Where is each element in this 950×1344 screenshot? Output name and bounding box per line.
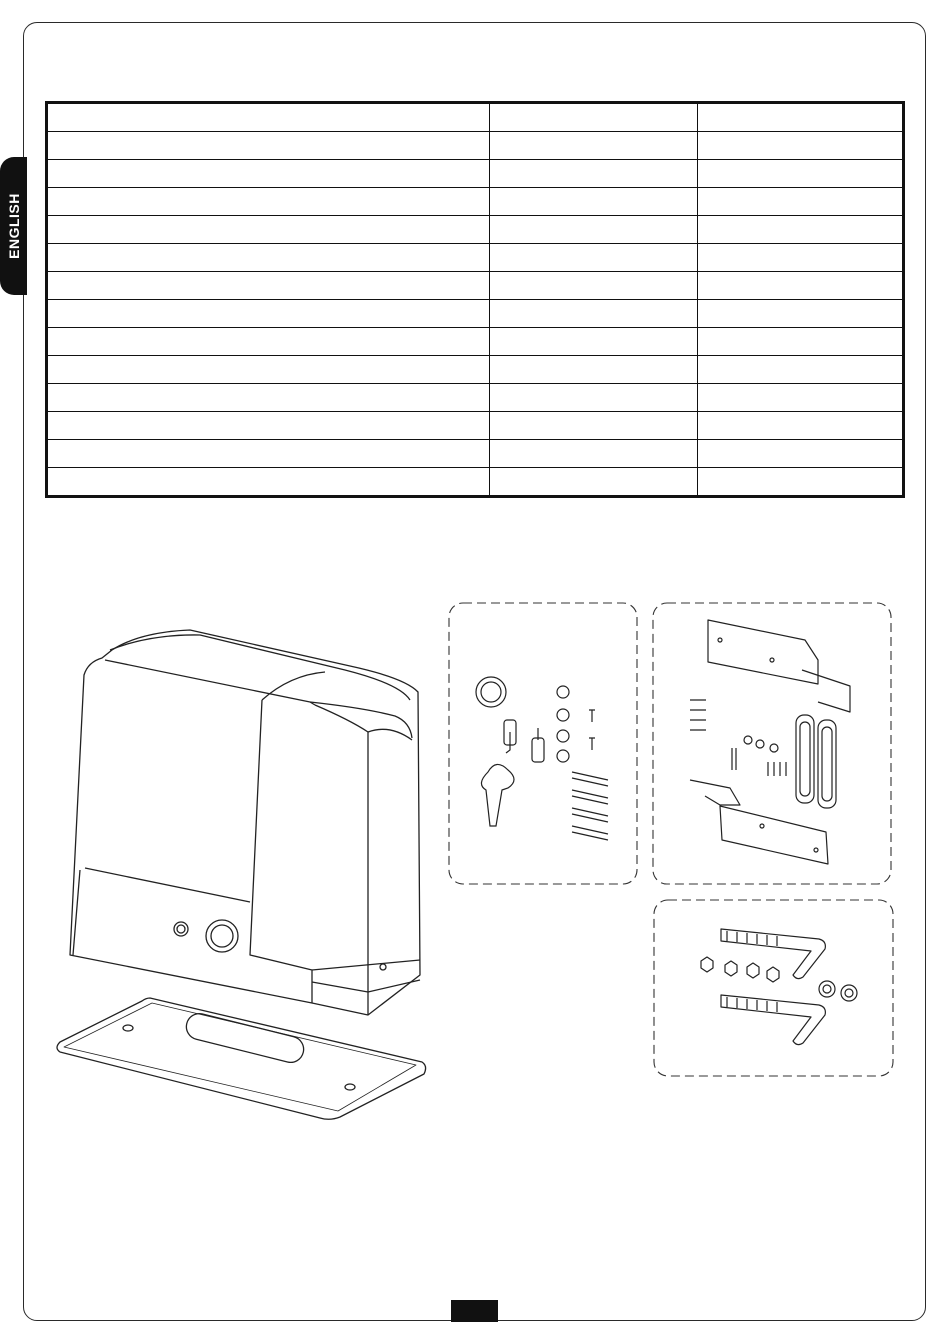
table-cell xyxy=(490,244,698,272)
table-cell xyxy=(698,468,904,497)
table-row xyxy=(47,412,904,440)
table-cell xyxy=(698,103,904,132)
table-cell xyxy=(698,244,904,272)
table-cell xyxy=(47,103,490,132)
table-cell xyxy=(490,468,698,497)
table-cell xyxy=(698,356,904,384)
table-row xyxy=(47,356,904,384)
table-cell xyxy=(490,412,698,440)
table-cell xyxy=(490,160,698,188)
table-cell xyxy=(490,216,698,244)
table-cell xyxy=(490,188,698,216)
table-cell xyxy=(47,244,490,272)
table-row xyxy=(47,244,904,272)
table-cell xyxy=(698,272,904,300)
table-cell xyxy=(47,188,490,216)
language-label: ENGLISH xyxy=(5,193,22,259)
table-row xyxy=(47,272,904,300)
table-cell xyxy=(698,412,904,440)
table-cell xyxy=(698,132,904,160)
table-cell xyxy=(490,103,698,132)
table-cell xyxy=(490,300,698,328)
table-cell xyxy=(47,160,490,188)
table-cell xyxy=(698,160,904,188)
gate-motor-illustration xyxy=(50,620,430,1125)
table-cell xyxy=(47,468,490,497)
table-cell xyxy=(490,384,698,412)
limit-switch-brackets-icon xyxy=(650,600,894,888)
table-cell xyxy=(698,328,904,356)
table-row xyxy=(47,440,904,468)
table-cell xyxy=(47,440,490,468)
table-cell xyxy=(47,412,490,440)
table-row xyxy=(47,160,904,188)
table-cell xyxy=(698,300,904,328)
table-cell xyxy=(47,300,490,328)
table-row xyxy=(47,300,904,328)
table-cell xyxy=(490,440,698,468)
table-row xyxy=(47,103,904,132)
table-cell xyxy=(47,328,490,356)
table-row xyxy=(47,216,904,244)
table-cell xyxy=(490,328,698,356)
page-number-box xyxy=(451,1300,498,1322)
table-row xyxy=(47,132,904,160)
table-row xyxy=(47,188,904,216)
table-row xyxy=(47,468,904,497)
table-cell xyxy=(698,216,904,244)
table-cell xyxy=(47,132,490,160)
table-cell xyxy=(698,188,904,216)
table-cell xyxy=(490,272,698,300)
anchor-bolts-icon xyxy=(651,897,896,1079)
language-tab xyxy=(0,157,27,295)
table-row xyxy=(47,384,904,412)
table-cell xyxy=(47,216,490,244)
spec-table xyxy=(45,101,905,498)
table-cell xyxy=(490,132,698,160)
table-cell xyxy=(47,356,490,384)
table-row xyxy=(47,328,904,356)
table-cell xyxy=(47,272,490,300)
table-cell xyxy=(490,356,698,384)
table-cell xyxy=(698,384,904,412)
table-cell xyxy=(698,440,904,468)
release-keys-and-fasteners-icon xyxy=(446,600,640,888)
table-cell xyxy=(47,384,490,412)
